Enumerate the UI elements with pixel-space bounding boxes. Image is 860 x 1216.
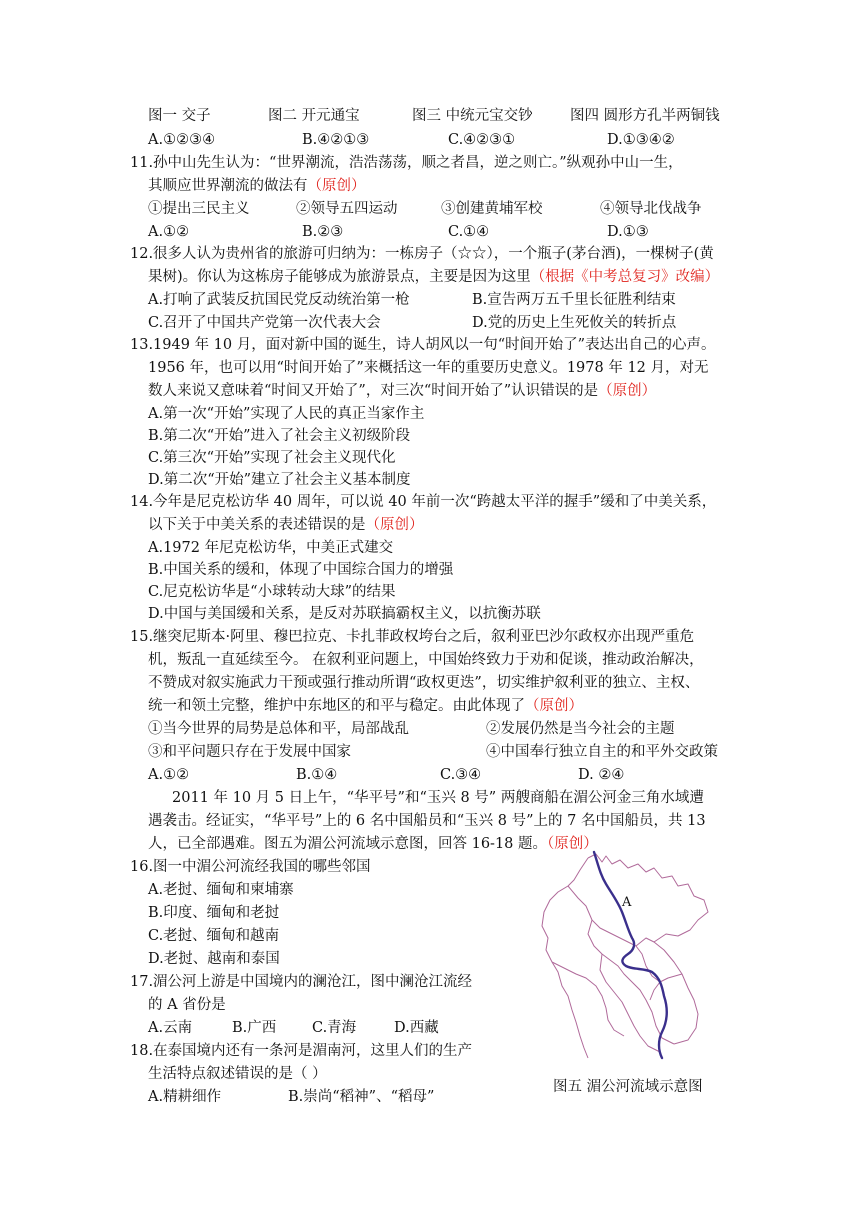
q15-option-b: B.①④ xyxy=(296,767,338,783)
q11-item-3: ③创建黄埔军校 xyxy=(441,201,543,217)
q12-option-a: A.打响了武装反抗国民党反动统治第一枪 xyxy=(148,292,410,308)
q17-stem-line1: 17.湄公河上游是中国境内的澜沧江，图中澜沧江流经 xyxy=(130,974,473,990)
q10-option-b: B.④②①③ xyxy=(302,132,370,148)
q13-option-d: D.第二次“开始”建立了社会主义基本制度 xyxy=(148,472,411,488)
q17-option-c: C.青海 xyxy=(312,1020,357,1036)
q14-option-a: A.1972 年尼克松访华，中美正式建交 xyxy=(148,540,394,556)
q15-item-4: ④中国奉行独立自主的和平外交政策 xyxy=(486,744,718,760)
q15-stem-line4 xyxy=(148,695,583,717)
q11-source: （原创） xyxy=(307,178,366,194)
q12-source: （根据《中考总复习》改编） xyxy=(530,269,720,285)
q12-stem-line1: 12.很多人认为贵州省的旅游可归纳为：一栋房子（☆☆），一个瓶子(茅台酒)，一棵树子(黄 xyxy=(130,246,714,262)
q14-option-c: C.尼克松访华是“小球转动大球”的结果 xyxy=(148,584,396,600)
q15-item-3: ③和平问题只存在于发展中国家 xyxy=(148,744,351,760)
q14-option-b: B.中国关系的缓和，体现了中国综合国力的增强 xyxy=(148,562,454,578)
passage-line1: 2011 年 10 月 5 日上午，“华平号”和“玉兴 8 号” 两艘商船在湄公河金三角水域遭 xyxy=(172,790,704,806)
q15-item-2: ②发展仍然是当今社会的主题 xyxy=(486,721,675,737)
caption-fig3: 图三 中统元宝交钞 xyxy=(412,108,533,124)
map-caption: 图五 湄公河流域示意图 xyxy=(553,1079,703,1095)
q18-stem-line1: 18.在泰国境内还有一条河是湄南河，这里人们的生产 xyxy=(130,1043,473,1059)
q13-source: （原创） xyxy=(598,383,657,399)
q14-stem-text: 以下关于中美关系的表述错误的是 xyxy=(148,517,366,533)
q16-option-a: A.老挝、缅甸和柬埔寨 xyxy=(148,882,294,898)
caption-fig2: 图二 开元通宝 xyxy=(268,108,360,124)
q13-stem-line1: 13.1949 年 10 月，面对新中国的诞生，诗人胡风以一句“时间开始了”表达出自己的心声。 xyxy=(130,337,716,353)
q18-stem-line2: 生活特点叙述错误的是（ ） xyxy=(148,1066,327,1082)
q11-item-4: ④领导北伐战争 xyxy=(600,201,702,217)
q11-option-c: C.①④ xyxy=(448,224,490,240)
q12-option-d: D.党的历史上生死攸关的转折点 xyxy=(472,315,677,331)
q17-option-b: B.广西 xyxy=(232,1020,277,1036)
passage-text: 人，已全部遇难。图五为湄公河流域示意图，回答 16-18 题。 xyxy=(148,836,548,852)
q11-item-2: ②领导五四运动 xyxy=(296,201,398,217)
q11-item-1: ①提出三民主义 xyxy=(148,201,250,217)
q10-option-d: D.①③④② xyxy=(607,132,675,148)
q11-stem-line2 xyxy=(148,175,366,197)
q15-stem-line2: 机，叛乱一直延续至今。 在叙利亚问题上，中国始终致力于劝和促谈，推动政治解决， xyxy=(148,652,704,668)
q16-option-d: D.老挝、越南和泰国 xyxy=(148,951,280,967)
q14-source: （原创） xyxy=(365,517,424,533)
label-a: A xyxy=(622,895,632,910)
q17-option-a: A.云南 xyxy=(148,1020,193,1036)
q15-stem-text: 统一和领土完整，维护中东地区的和平与稳定。由此体现了 xyxy=(148,698,525,714)
q10-option-a: A.①②③④ xyxy=(148,132,216,148)
q12-option-c: C.召开了中国共产党第一次代表大会 xyxy=(148,315,381,331)
q11-stem-text: 其顺应世界潮流的做法有 xyxy=(148,178,308,194)
q11-option-d: D.①③ xyxy=(607,224,649,240)
q11-stem-line1: 11.孙中山先生认为：“世界潮流，浩浩荡荡，顺之者昌，逆之则亡。”纵观孙中山一生， xyxy=(130,155,683,171)
q16-option-b: B.印度、缅甸和老挝 xyxy=(148,905,280,921)
q13-option-a: A.第一次“开始”实现了人民的真正当家作主 xyxy=(148,406,425,422)
q12-stem-line2 xyxy=(148,266,719,288)
q13-option-c: C.第三次“开始”实现了社会主义现代化 xyxy=(148,450,396,466)
q15-option-c: C.③④ xyxy=(440,767,482,783)
q15-option-d: D. ②④ xyxy=(578,767,625,783)
q15-option-a: A.①② xyxy=(148,767,190,783)
q10-option-c: C.④②③① xyxy=(448,132,516,148)
q15-stem-line3: 不赞成对叙实施武力干预或强行推动所谓“政权更迭”，切实维护叙利亚的独立、主权、 xyxy=(148,675,700,691)
q15-stem-line1: 15.继突尼斯本·阿里、穆巴拉克、卡扎菲政权垮台之后，叙利亚巴沙尔政权亦出现严重危 xyxy=(130,629,695,645)
q18-option-a: A.精耕细作 xyxy=(148,1089,222,1105)
mekong-map xyxy=(528,850,728,1065)
q11-option-a: A.①② xyxy=(148,224,190,240)
q12-option-b: B.宣告两万五千里长征胜利结束 xyxy=(472,292,676,308)
q15-source: （原创） xyxy=(525,698,583,714)
caption-fig1: 图一 交子 xyxy=(148,108,211,124)
q16-option-c: C.老挝、缅甸和越南 xyxy=(148,928,280,944)
q13-option-b: B.第二次“开始”进入了社会主义初级阶段 xyxy=(148,428,411,444)
caption-fig4: 图四 圆形方孔半两铜钱 xyxy=(570,108,720,124)
q15-item-1: ①当今世界的局势是总体和平，局部战乱 xyxy=(148,721,409,737)
q13-stem-line3 xyxy=(148,380,656,402)
q13-stem-line2: 1956 年，也可以用“时间开始了”来概括这一年的重要历史意义。1978 年 12 月，对无 xyxy=(148,360,709,376)
q14-option-d: D.中国与美国缓和关系，是反对苏联搞霸权主义，以抗衡苏联 xyxy=(148,606,541,622)
q17-stem-line2: 的 A 省份是 xyxy=(148,997,226,1013)
q14-stem-line2 xyxy=(148,514,424,536)
passage-source: （原创） xyxy=(547,836,598,852)
q18-option-b: B.崇尚“稻神”、“稻母” xyxy=(288,1089,435,1105)
q11-option-b: B.②③ xyxy=(302,224,344,240)
q13-stem-text: 数人来说又意味着“时间又开始了”，对三次“时间开始了”认识错误的是 xyxy=(148,383,599,399)
mekong-river xyxy=(594,852,667,1058)
passage-line2: 遇袭击。经证实，“华平号”上的 6 名中国船员和“玉兴 8 号”上的 7 名中国船员，共 13 xyxy=(148,813,706,829)
q17-option-d: D.西藏 xyxy=(394,1020,439,1036)
q16-stem: 16.图一中湄公河流经我国的哪些邻国 xyxy=(130,859,371,875)
q14-stem-line1: 14.今年是尼克松访华 40 周年，可以说 40 年前一次“跨越太平洋的握手”缓和了中美关系， xyxy=(130,494,717,510)
q12-stem-text: 果树)。你认为这栋房子能够成为旅游景点，主要是因为这里 xyxy=(148,269,531,285)
